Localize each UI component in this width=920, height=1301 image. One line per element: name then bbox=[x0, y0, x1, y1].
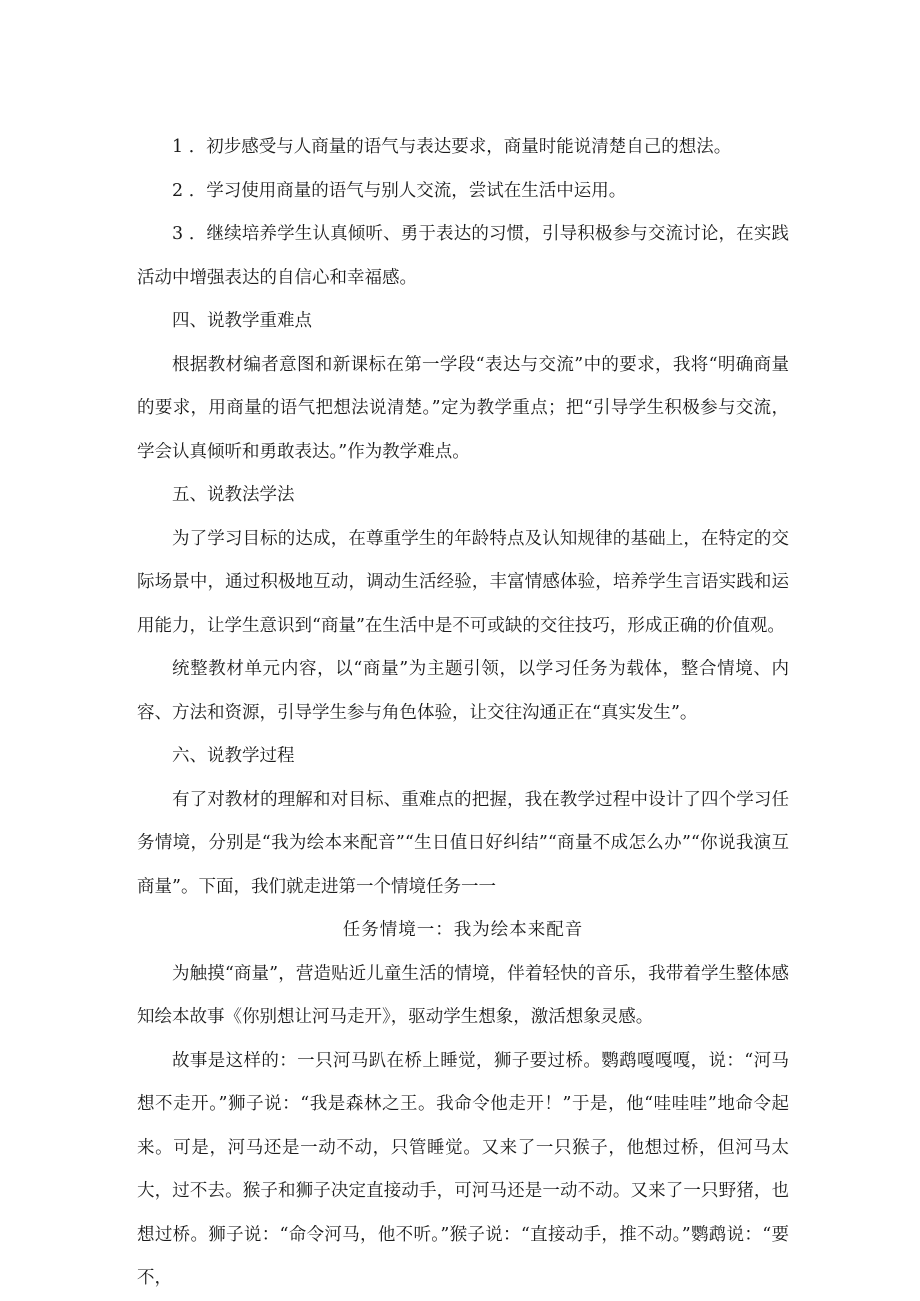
methods-paragraph-2: 统整教材单元内容，以“商量”为主题引领，以学习任务为载体，整合情境、内容、方法和资源，引导学生参与角色体验，让交往沟通正在“真实发生”。 bbox=[137, 659, 789, 723]
objective-2: 2 ．学习使用商量的语气与别人交流，尝试在生活中运用。 bbox=[172, 180, 627, 201]
section-heading-6: 六、说教学过程 bbox=[172, 746, 295, 766]
key-points-paragraph: 根据教材编者意图和新课标在第一学段“表达与交流”中的要求，我将“明确商量的要求，用商量的语气把想法说清楚。”定为教学重点；把“引导学生积极参与交流，学会认真倾听和勇敢表达。”作为教学难点。 bbox=[137, 354, 789, 462]
story-paragraph: 故事是这样的：一只河马趴在桥上睡觉，狮子要过桥。鹦鹉嘎嘎嘎，说：“河马想不走开。”狮子说：“我是森林之王。我命令他走开！”于是，他“哇哇哇”地命令起来。可是，河马还是一动不动，只管睡觉。又来了一只猴子，他想过桥，但河马太大，过不去。猴子和狮子决定直接动手，可河马还是一动不动。又来了一只野猪，也想过桥。狮子说：“命令河马，他不听。”猴子说：“直接动手，推不动。”鹦鹉说：“要不， bbox=[137, 1050, 789, 1288]
objective-1: 1 ．初步感受与人商量的语气与表达要求，商量时能说清楚自己的想法。 bbox=[172, 137, 732, 157]
section-heading-5: 五、说教法学法 bbox=[172, 485, 295, 505]
objective-3: 3 ．继续培养学生认真倾听、勇于表达的习惯，引导积极参与交流讨论，在实践活动中增强表达的自信心和幸福感。 bbox=[137, 224, 789, 288]
methods-paragraph-1: 为了学习目标的达成，在尊重学生的年龄特点及认知规律的基础上，在特定的交际场景中，通过积极地互动，调动生活经验，丰富情感体验，培养学生言语实践和运用能力，让学生意识到“商量”在生活中是不可或缺的交往技巧，形成正确的价值观。 bbox=[137, 528, 789, 636]
document-body bbox=[137, 126, 789, 1301]
task-title: 任务情境一：我为绘本来配音 bbox=[342, 920, 584, 940]
process-paragraph: 有了对教材的理解和对目标、重难点的把握，我在教学过程中设计了四个学习任务情境，分别是“我为绘本来配音”“生日值日好纠结”“商量不成怎么办”“你说我演互商量”。下面，我们就走进第一个情境任务一一 bbox=[137, 789, 789, 897]
section-heading-4: 四、说教学重难点 bbox=[172, 311, 312, 331]
task-intro-paragraph: 为触摸“商量”，营造贴近儿童生活的情境，伴着轻快的音乐，我带着学生整体感知绘本故事《你别想让河马走开》，驱动学生想象，激活想象灵感。 bbox=[137, 963, 789, 1027]
